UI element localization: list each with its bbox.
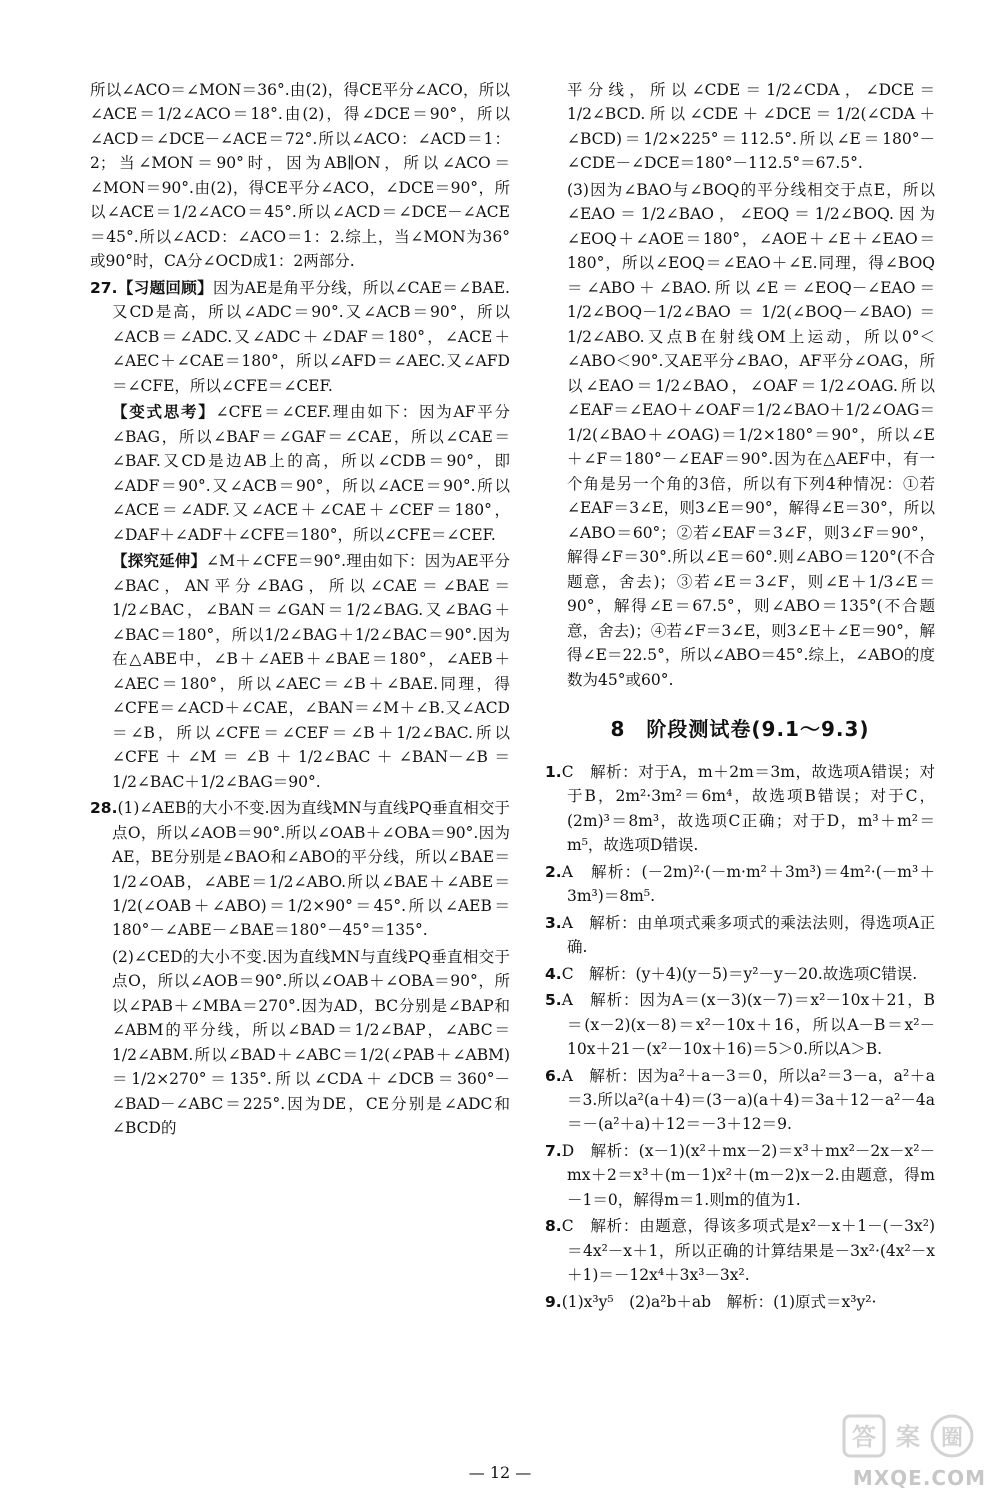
answer-text: C 解析：(y＋4)(y－5)＝y²－y－20.故选项C错误. xyxy=(561,964,918,983)
answer-text: A 解析：(－2m)²·(－m·m²＋3m³)＝4m²·(－m³＋3m³)＝8m⁵. xyxy=(561,862,935,906)
answer-item xyxy=(545,760,935,858)
answer-item xyxy=(545,962,935,986)
paragraph: (3)因为∠BAO与∠BOQ的平分线相交于点E，所以∠EAO＝1/2∠BAO，∠EOQ＝1/2∠BOQ.因为∠EOQ＋∠AOE＝180°，∠AOE＋∠E＋∠EAO＝180°，所以∠EOQ＝∠EAO＋∠E.同理，得∠BOQ＝∠ABO＋∠BAO.所以∠E＝∠EOQ－∠EAO＝1/2∠BOQ－1/2∠BAO＝1/2(∠BOQ－∠BAO)＝1/2∠ABO.又点B在射线OM上运动，所以0°＜∠ABO＜90°.又AE平分∠BAO，AF平分∠OAG，所以∠EAO＝1/2∠BAO，∠OAF＝1/2∠OAG.所以∠EAF＝∠EAO＋∠OAF＝1/2∠BAO＋1/2∠OAG＝1/2(∠BAO＋∠OAG)＝1/2×180°＝90°，所以∠E＋∠F＝180°－∠EAF＝90°.因为在△AEF中，有一个角是另一个角的3倍，所以有下列4种情况：①若∠EAF＝3∠E，则3∠E＝90°，解得∠E＝30°，所以∠ABO＝60°；②若∠EAF＝3∠F，则3∠F＝90°，解得∠F＝30°.所以∠E＝60°.则∠ABO＝120°(不合题意，舍去)；③若∠E＝3∠F，则∠E＋1/3∠E＝90°，解得∠E＝67.5°，则∠ABO＝135°(不合题意，舍去)；④若∠F＝3∠E，则3∠E＋∠E＝90°，解得∠E＝22.5°，所以∠ABO＝45°.综上，∠ABO的度数为45°或60°. xyxy=(567,180,935,689)
answer-text: A 解析：因为A＝(x－3)(x－7)＝x²－10x＋21，B＝(x－2)(x－8)＝x²－10x＋16，所以A－B＝x²－10x＋21－(x²－10x＋16)＝5＞0.所以A＞B. xyxy=(561,991,935,1059)
answer-text: D 解析：(x－1)(x²＋mx－2)＝x³＋mx²－2x－x²－mx＋2＝x³＋(m－1)x²＋(m－2)x－2.由题意，得m－1＝0，解得m＝1.则m的值为1. xyxy=(561,1141,935,1209)
answer-item xyxy=(545,911,935,960)
svg-text:圈: 圈 xyxy=(940,1426,964,1451)
answer-number: 1. xyxy=(545,762,562,781)
question-28-part-2 xyxy=(90,945,510,1141)
question-number: 28. xyxy=(90,799,118,818)
answer-number: 8. xyxy=(545,1217,562,1236)
section-tag: 【探究延伸】 xyxy=(112,551,207,571)
page-number: — 12 — xyxy=(468,1463,532,1482)
watermark xyxy=(842,1412,992,1492)
answer-text: ∠M＋∠CFE＝90°.理由如下：因为AE平分∠BAC，AN平分∠BAG，所以∠CAE＝∠BAE＝1/2∠BAC，∠BAN＝∠GAN＝1/2∠BAG.又∠BAG＋∠BAC＝180°，所以1/2∠BAG＋1/2∠BAC＝90°.因为在△ABE中，∠B＋∠AEB＋∠BAE＝180°，∠AEB＋∠AEC＝180°，所以∠AEC＝∠B＋∠BAE.同理，得∠CFE＝∠ACD＋∠CAE，∠BAN＝∠M＋∠B.又∠ACD＝∠B，所以∠CFE＝∠CEF＝∠B＋1/2∠BAC.所以∠CFE＋∠M＝∠B＋1/2∠BAC＋∠BAN－∠B＝1/2∠BAC＋1/2∠BAG＝90°. xyxy=(112,552,510,791)
question-27 xyxy=(90,276,510,398)
answer-item xyxy=(545,860,935,909)
answer-item xyxy=(545,988,935,1061)
answer-number: 2. xyxy=(545,862,562,881)
answer-number: 6. xyxy=(545,1066,562,1085)
question-28 xyxy=(90,796,510,943)
question-27-variant xyxy=(90,400,510,547)
answer-number: 3. xyxy=(545,913,562,932)
answer-item xyxy=(545,1139,935,1212)
paragraph: 所以∠ACO＝∠MON＝36°.由(2)，得CE平分∠ACO，所以∠ACE＝1/2∠ACO＝18°.由(2)，得∠DCE＝90°，所以∠ACD＝∠DCE－∠ACE＝72°.所以∠ACO：∠ACD＝1：2；当∠MON＝90°时，因为AB∥ON，所以∠ACO＝∠MON＝90°.由(2)，得CE平分∠ACO，∠DCE＝90°，所以∠ACE＝1/2∠ACO＝45°.所以∠ACD＝∠DCE－∠ACE＝45°.所以∠ACD：∠ACO＝1：2.综上，当∠MON为36°或90°时，CA分∠OCD成1：2两部分. xyxy=(90,81,510,271)
paragraph: 平分线，所以∠CDE＝1/2∠CDA，∠DCE＝1/2∠BCD.所以∠CDE＋∠DCE＝1/2(∠CDA＋∠BCD)＝1/2×225°＝112.5°.所以∠E＝180°－∠CDE－∠DCE＝180°－112.5°＝67.5°. xyxy=(567,81,935,173)
answer-number: 5. xyxy=(545,991,562,1010)
answer-text: (1)∠AEB的大小不变.因为直线MN与直线PQ垂直相交于点O，所以∠AOB＝90°.所以∠OAB＋∠OBA＝90°.因为AE，BE分别是∠BAO和∠ABO的平分线，所以∠BAE＝1/2∠OAB，∠ABE＝1/2∠ABO.所以∠BAE＋∠ABE＝1/2(∠OAB＋∠ABO)＝1/2×90°＝45°.所以∠AEB＝180°－∠ABE－∠BAE＝180°－45°＝135°. xyxy=(112,799,510,940)
answer-text: (2)∠CED的大小不变.因为直线MN与直线PQ垂直相交于点O，所以∠AOB＝90°.所以∠OAB＋∠OBA＝90°，所以∠PAB＋∠MBA＝270°.因为AD，BC分别是∠BAP和∠ABM的平分线，所以∠BAD＝1/2∠BAP，∠ABC＝1/2∠ABM.所以∠BAD＋∠ABC＝1/2(∠PAB＋∠ABM)＝1/2×270°＝135°.所以∠CDA＋∠DCB＝360°－∠BAD－∠ABC＝225°.因为DE，CE分别是∠ADC和∠BCD的 xyxy=(112,947,510,1138)
answer-item xyxy=(545,1214,935,1287)
left-column xyxy=(90,78,510,1143)
answer-text: C 解析：由题意，得该多项式是x²－x＋1－(－3x²)＝4x²－x＋1，所以正确的计算结果是－3x²·(4x²－x＋1)＝－12x⁴＋3x³－3x². xyxy=(561,1217,935,1285)
watermark-logo-icon xyxy=(842,1412,982,1464)
question-27-extension xyxy=(90,549,510,794)
section-tag: 【习题回顾】 xyxy=(117,277,214,297)
section-title: 8 阶段测试卷(9.1～9.3) xyxy=(610,717,870,742)
answer-number: 4. xyxy=(545,964,562,983)
answer-number: 9. xyxy=(545,1292,562,1311)
answer-text: 因为AE是角平分线，所以∠CAE＝∠BAE.又CD是高，所以∠ADC＝90°.又∠ACB＝90°，所以∠ACB＝∠ADC.又∠ADC＋∠DAF＝180°，∠ACE＋∠AEC＋∠CAE＝180°，所以∠AFD＝∠AEC.又∠AFD＝∠CFE，所以∠CFE＝∠CEF. xyxy=(112,278,510,395)
watermark-site: MXQE.COM xyxy=(852,1466,986,1490)
answer-text: C 解析：对于A，m＋2m＝3m，故选项A错误；对于B，2m²·3m²＝6m⁴，故选项B错误；对于C，(2m)³＝8m³，故选项C正确；对于D，m³＋m²＝m⁵，故选项D错误. xyxy=(561,762,935,855)
answer-text: A 解析：由单项式乘多项式的乘法法则，得选项A正确. xyxy=(561,913,935,957)
answer-item xyxy=(545,1064,935,1137)
answer-text: ∠CFE＝∠CEF.理由如下：因为AF平分∠BAG，所以∠BAF＝∠GAF＝∠CAE，所以∠CAE＝∠BAF.又CD是边AB上的高，所以∠CDB＝90°，即∠ADF＝90°.又∠ACB＝90°，所以∠ACE＝90°.所以∠ACE＝∠ADF.又∠ACE＋∠CAE＋∠CEF＝180°，∠DAF＋∠ADF＋∠CFE＝180°，所以∠CFE＝∠CEF. xyxy=(112,403,510,544)
answer-number: 7. xyxy=(545,1141,562,1160)
question-number: 27. xyxy=(90,278,118,297)
right-column xyxy=(545,78,935,1316)
answer-text: A 解析：因为a²＋a－3＝0，所以a²＝3－a，a²＋a＝3.所以a²(a＋4)＝(3－a)(a＋4)＝3a＋12－a²－4a＝－(a²＋a)＋12＝－3＋12＝9. xyxy=(561,1066,935,1134)
answer-text: (1)x³y⁵ (2)a²b＋ab 解析：(1)原式＝x³y²· xyxy=(561,1292,877,1311)
section-tag: 【变式思考】 xyxy=(112,402,216,422)
svg-text:案: 案 xyxy=(896,1423,920,1451)
svg-text:答: 答 xyxy=(852,1423,876,1451)
answer-item xyxy=(545,1290,935,1314)
